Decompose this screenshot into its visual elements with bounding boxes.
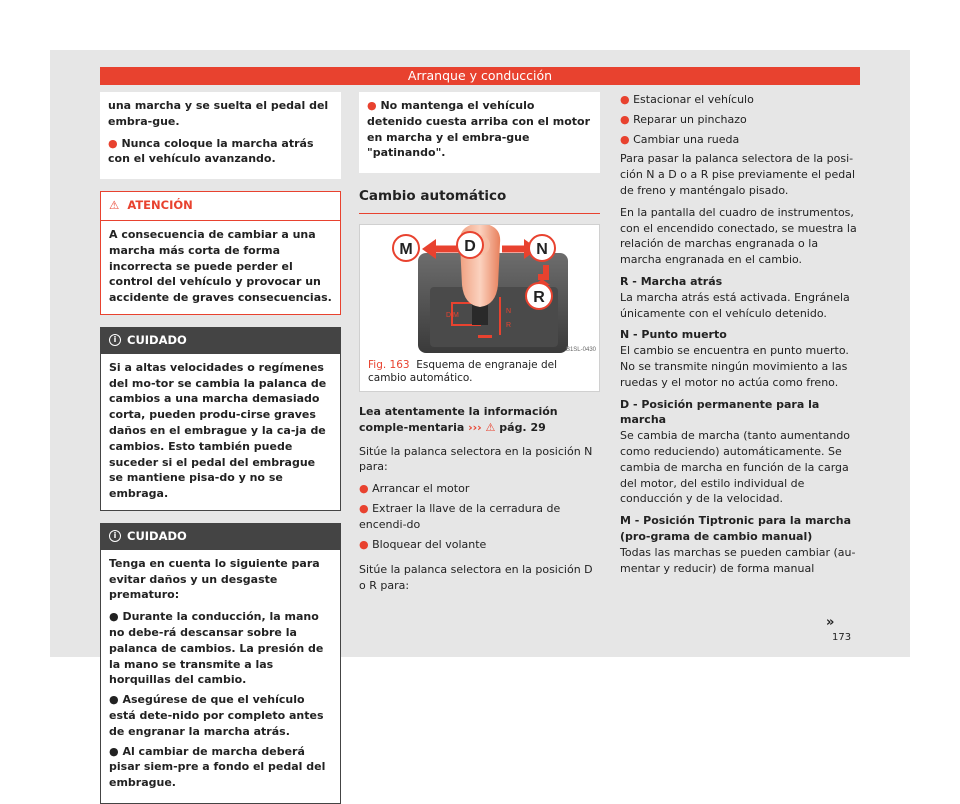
warning-icon: ⚠: [109, 198, 120, 213]
bullet-box: [359, 92, 600, 173]
list-item: ● Durante la conducción, la mano no debe-rá descansar sobre la palanca de cambios. La presión de la mano se transmite a las horquillas del cambio.: [109, 610, 324, 687]
gear-lever-diagram: [360, 225, 599, 355]
figure-163: [359, 224, 600, 392]
r-body: La marcha atrás está activada. Engránela únicamente con el vehículo detenido.: [620, 290, 850, 320]
gear-letter-m: M: [399, 240, 413, 258]
column-middle: [359, 92, 600, 600]
page-number: 173: [832, 632, 852, 643]
gear-letter-d: D: [464, 237, 476, 255]
gear-letter-n: N: [536, 240, 548, 258]
info-circle-icon: i: [109, 530, 121, 542]
list-item: ● Bloquear del volante: [359, 537, 487, 551]
caution-body-1: Si a altas velocidades o regímenes del mo-tor se cambia la palanca de cambios a una marcha demasiado corta, pueden produ-cirse graves daños en el embrague y la ca-ja de cambios. Esto también puede suceder si el pedal del embrague se mantiene pisa-do y no se embraga.: [109, 360, 327, 501]
chapter-header: [100, 67, 860, 85]
figure-caption: Fig. 163 Esquema de engranaje del cambio automático.: [368, 358, 557, 384]
list-item: ● Cambiar una rueda: [620, 132, 740, 146]
gear-letter-r: R: [533, 288, 545, 306]
list-item: ● Asegúrese de que el vehículo está dete-nido por completo antes de engranar la marcha atrás.: [109, 693, 324, 738]
gate-label-r: R: [506, 321, 512, 329]
list-item: ● Al cambiar de marcha deberá pisar siem-pre a fondo el pedal del embrague.: [109, 744, 326, 790]
d-heading: D - Posición permanente para la marcha: [620, 397, 820, 427]
column-right: [620, 92, 860, 582]
gate-label-dm: D/M: [446, 311, 459, 319]
caution-box-1: [100, 327, 341, 511]
list-item: ● Reparar un pinchazo: [620, 112, 747, 126]
intro-bullet: ● Nunca coloque la marcha atrás con el vehículo avanzando.: [108, 136, 314, 166]
list-item: ● No mantenga el vehículo detenido cuesta arriba con el motor en marcha y el embra-gue "patinando".: [367, 99, 591, 160]
m-heading: M - Posición Tiptronic para la marcha (pro-grama de cambio manual): [620, 514, 852, 543]
n-body: El cambio se encuentra en punto muerto. No se transmite ningún movimiento a las ruedas y el motor no actúa como freno.: [620, 344, 849, 389]
info-circle-icon: i: [109, 334, 121, 346]
warning-body: A consecuencia de cambiar a una marcha más corta de forma incorrecta se puede perder el control del vehículo y provocar un accidente de graves consecuencias.: [109, 227, 332, 305]
warning-box: [100, 191, 341, 315]
intro-box: [100, 92, 341, 179]
d-body: Se cambia de marcha (tanto aumentando como reduciendo) automáticamente. Se cambia de marcha en función de la carga del motor, del estilo individual de conducción y de la velocidad.: [620, 429, 851, 506]
intro-text: una marcha y se suelta el pedal del embra-gue.: [108, 99, 329, 128]
paragraph: Sitúe la palanca selectora en la posición N para:: [359, 444, 593, 474]
caution-header-2: i CUIDADO: [101, 524, 340, 550]
m-body: Todas las marchas se pueden cambiar (au-mentar y reducir) de forma manual: [620, 545, 856, 575]
paragraph: En la pantalla del cuadro de instrumentos, con el encendido conectado, se muestra la relación de marchas engranada o la marcha engranada en el cambio.: [620, 205, 857, 267]
gate-label-n: N: [506, 307, 512, 315]
paragraph: Sitúe la palanca selectora en la posición D o R para:: [359, 563, 593, 593]
continue-chevron: »: [826, 615, 835, 630]
warning-icon: ⚠: [485, 420, 496, 434]
column-left: [100, 92, 341, 804]
list-item: ● Extraer la llave de la cerradura de encendi-do: [359, 501, 561, 531]
r-heading: R - Marcha atrás: [620, 274, 723, 288]
caution-header-1: i CUIDADO: [101, 328, 340, 354]
figure-code: B1SL-0430: [565, 346, 596, 353]
caution-body-2: Tenga en cuenta lo siguiente para evitar daños y un desgaste prematuro: ● Durante la conducción, la mano no debe-rá descansar sobre la palanca de cambios. La presión de la mano se transmite a las horquillas del cambio. ● Asegúrese de que el vehículo está dete-nido por completo antes de engranar la marcha atrás. ● Al cambiar de marcha deberá pisar siem-pre a fondo el pedal del embrague.: [101, 550, 340, 803]
list-item: ● Estacionar el vehículo: [620, 93, 754, 106]
chapter-title: Arranque y conducción: [407, 68, 553, 83]
section-title: Cambio automático: [359, 189, 600, 214]
caution-box-2: [100, 523, 341, 804]
paragraph: Para pasar la palanca selectora de la posi-ción N a D o a R pise previamente el pedal de freno y manténgalo pisado.: [620, 152, 856, 197]
lead-text: Lea atentamente la información comple-mentaria ››› ⚠ pág. 29: [359, 404, 558, 434]
n-heading: N - Punto muerto: [620, 328, 727, 342]
warning-header: ⚠ ATENCIÓN: [101, 192, 340, 221]
list-item: ● Arrancar el motor: [359, 482, 470, 496]
